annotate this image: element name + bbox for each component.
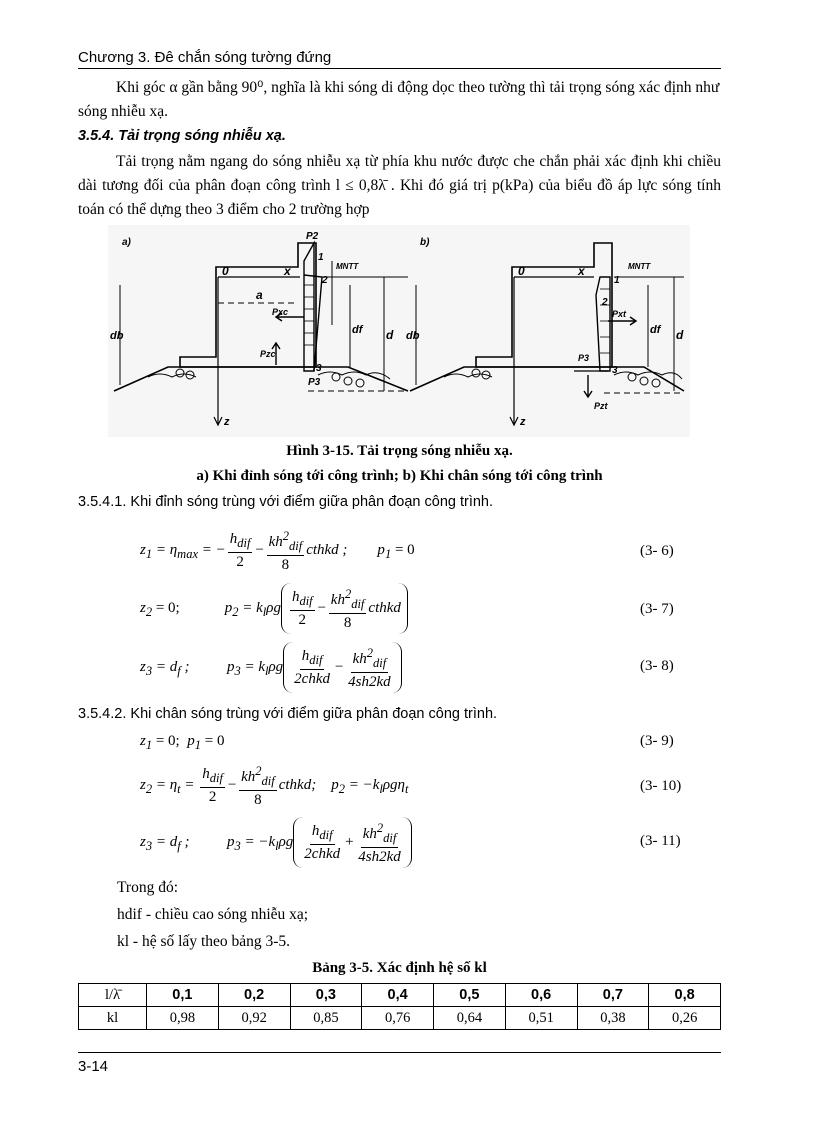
panel-b-label: b) [420,237,430,248]
svg-text:z: z [520,416,526,428]
main-paragraph: Tải trọng nằm ngang do sóng nhiễu xạ từ phía khu nước được che chắn phải xác định khi chiều dài tương đối của phân đoạn công trình l ≤ 0,8λ̄ . Khi đó giá trị p(kPa) của biểu đồ áp lực sóng tính toán có thể dựng theo 3 điểm cho 2 trường hợp [78,153,721,218]
svg-text:Pxc: Pxc [272,307,289,317]
table-cell: 0,4 [362,984,434,1007]
svg-text:1: 1 [614,275,620,286]
table-cell: 0,5 [434,984,506,1007]
svg-text:MNTT: MNTT [628,262,651,271]
panel-a-label: a) [122,237,131,248]
page-number: 3-14 [78,1058,109,1075]
figure-caption-title: Hình 3-15. Tải trọng sóng nhiễu xạ. [286,443,513,459]
table-cell: 0,3 [290,984,362,1007]
svg-text:P3: P3 [578,353,590,363]
svg-text:Pzc: Pzc [260,349,276,359]
eq-number-3-10: (3- 10) [640,778,682,794]
equation-3-9: $z_1 = 0$; $p_1 = 0$ [140,733,225,752]
eq-number-3-6: (3- 6) [640,543,674,559]
svg-text:df: df [650,324,661,336]
svg-text:0: 0 [518,264,525,278]
svg-text:x: x [578,264,585,278]
equation-3-8: $z_3 = d_f$ ; $p_3 = k_l\rho g$ $\frac{h_{dif}}{\text{2chkd}}$ − $\frac{kh^2_{dif}}{4sh2kd}$ [140,642,402,693]
table-row [79,984,721,1007]
svg-text:MNTT: MNTT [336,262,359,271]
panel-a-diagram [110,231,408,428]
svg-text:P2: P2 [306,231,319,242]
svg-text:2: 2 [322,275,328,286]
chapter-header: Chương 3. Đê chắn sóng tường đứng [78,49,332,66]
svg-text:Pzt: Pzt [594,401,608,411]
note-kl: kl - hệ số lấy theo bảng 3-5. [117,933,291,950]
eq-number-3-8: (3- 8) [640,658,674,674]
footer-rule [78,1052,721,1053]
table-cell: 0,64 [434,1007,506,1030]
table-title: Bảng 3-5. Xác định hệ số kl [312,960,487,976]
table-cell: 0,2 [218,984,290,1007]
svg-text:df: df [352,324,363,336]
table-cell: 0,1 [147,984,219,1007]
equation-3-7: $z_2 = 0$; $p_2 = k_l\rho g$ $\frac{h_{dif}}{2}$ − $\frac{kh^2_{dif}}{8}$ cthkd [140,583,408,634]
row-label: l/λ̄ [79,984,147,1007]
row-label: kl [79,1007,147,1030]
header-rule [78,68,721,69]
panel-b-diagram [406,237,684,428]
eq-number-3-11: (3- 11) [640,833,681,849]
svg-text:a: a [256,288,263,302]
svg-text:db: db [110,330,124,342]
intro-paragraph: Khi góc α gần bằng 90⁰, nghĩa là khi sóng di động dọc theo tường thì tải trọng sóng xác định như sóng nhiễu xạ. [78,79,720,120]
table-cell: 0,98 [147,1007,219,1030]
section-heading: 3.5.4. Tải trọng sóng nhiễu xạ. [78,128,286,144]
eq-number-3-7: (3- 7) [640,601,674,617]
svg-text:Pxt: Pxt [612,309,627,319]
equation-3-11: $z_3 = d_f$ ; $p_3 = -k_l\rho g$ $\frac{h_{dif}}{\text{2chkd}}$ + $\frac{kh^2_{dif}}{4sh2kd}$ [140,817,412,868]
table-cell: 0,92 [218,1007,290,1030]
equation-3-6: $z_1 = \eta_{max}$ = − $\frac{h_{dif}}{2}$ − $\frac{kh^2_{dif}}{8}$ cthkd ; $p_1 = 0$ [140,529,415,573]
svg-text:z: z [224,416,230,428]
case2-heading: 3.5.4.2. Khi chân sóng trùng với điểm giữa phân đoạn công trình. [78,706,498,722]
table-cell: 0,26 [649,1007,721,1030]
svg-text:3: 3 [316,363,322,374]
svg-text:2: 2 [602,297,608,308]
case1-heading: 3.5.4.1. Khi đỉnh sóng trùng với điểm giữa phân đoạn công trình. [78,494,494,510]
wave-load-figure [108,225,690,437]
note-hdif: hdif - chiều cao sóng nhiễu xạ; [117,906,309,923]
notes-intro: Trong đó: [117,879,179,896]
kl-table [78,983,721,1030]
svg-text:x: x [284,264,291,278]
svg-text:3: 3 [612,365,618,376]
equation-3-10: $z_2 = \eta_t$ = $\frac{h_{dif}}{2}$ − $\frac{kh^2_{dif}}{8}$ cthkd; $p_2 = -k_l\rho g\eta_t$ [140,764,409,808]
table-cell: 0,51 [505,1007,577,1030]
svg-text:d: d [676,328,684,342]
svg-text:1: 1 [318,252,324,263]
table-cell: 0,7 [577,984,649,1007]
table-cell: 0,38 [577,1007,649,1030]
svg-text:d: d [386,328,394,342]
eq-number-3-9: (3- 9) [640,733,674,749]
table-cell: 0,76 [362,1007,434,1030]
table-cell: 0,6 [505,984,577,1007]
table-cell: 0,85 [290,1007,362,1030]
svg-text:db: db [406,330,420,342]
table-cell: 0,8 [649,984,721,1007]
svg-text:0: 0 [222,264,229,278]
table-row [79,1007,721,1030]
figure-caption-sub: a) Khi đỉnh sóng tới công trình; b) Khi chân sóng tới công trình [196,468,603,484]
svg-text:P3: P3 [308,377,321,388]
